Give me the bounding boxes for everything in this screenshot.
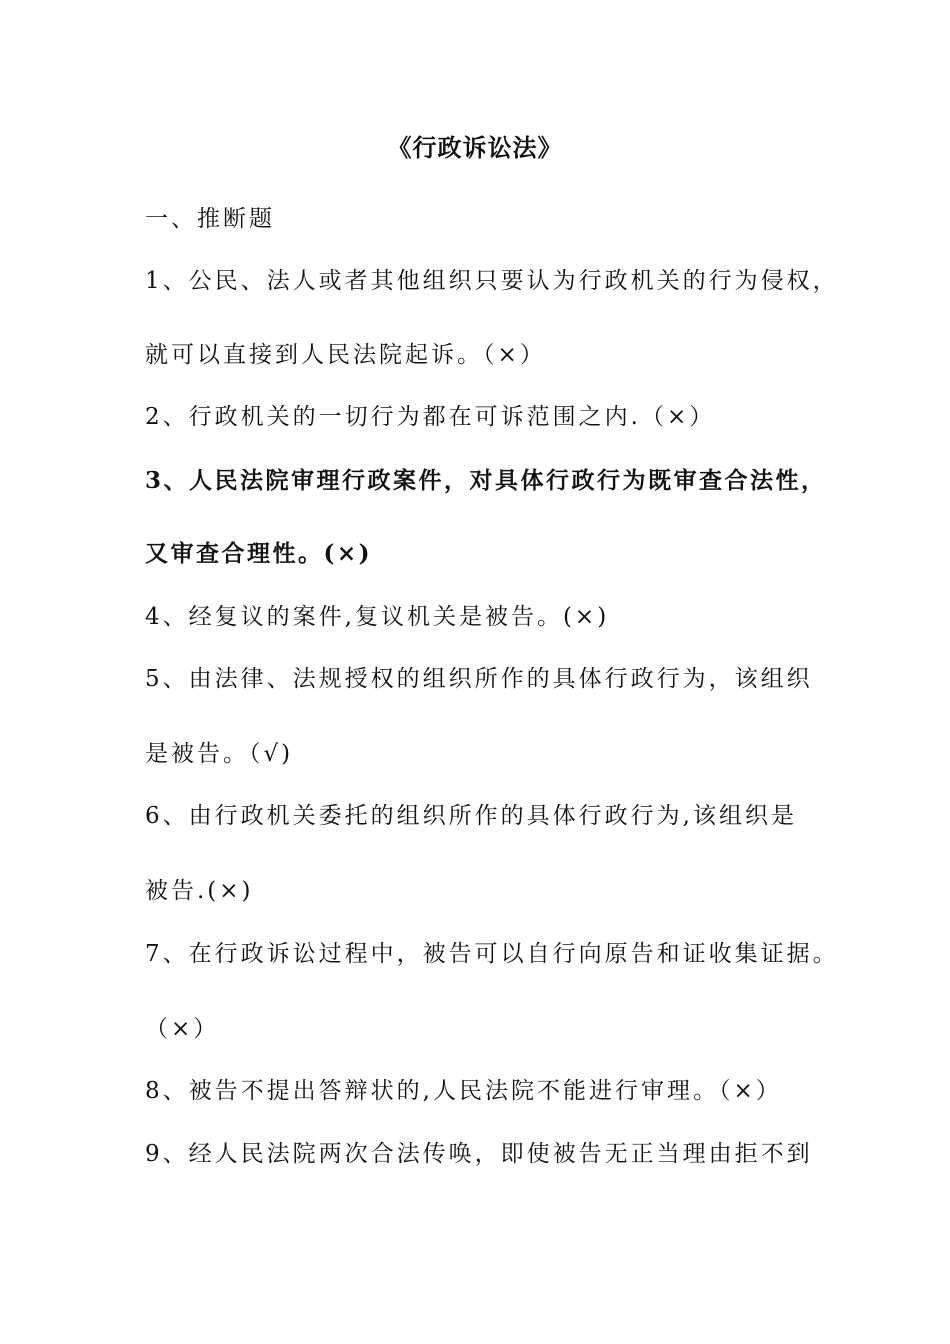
question-1-line-1: 1、公民、法人或者其他组织只要认为行政机关的行为侵权，: [145, 268, 839, 294]
question-6-line-1: 6、由行政机关委托的组织所作的具体行政行为,该组织是: [145, 803, 797, 829]
document-title: 《行政诉讼法》: [387, 133, 563, 162]
question-5-line-1: 5、由法律、法规授权的组织所作的具体行政行为，该组织: [145, 666, 813, 692]
question-4-line-1: 4、经复议的案件,复议机关是被告。(×): [145, 604, 610, 630]
question-7-line-1: 7、在行政诉讼过程中，被告可以自行向原告和证收集证据。: [145, 941, 839, 967]
question-6-line-2: 被告.(×): [145, 878, 254, 904]
question-7-line-2: （×）: [145, 1016, 220, 1042]
question-5-line-2: 是被告。（√): [145, 741, 294, 767]
question-9-line-1: 9、经人民法院两次合法传唤，即使被告无正当理由拒不到: [145, 1141, 813, 1167]
question-3-line-2: 又审查合理性。(×): [145, 540, 373, 567]
section-heading: 一、推断题: [145, 206, 275, 232]
question-2-line-1: 2、行政机关的一切行为都在可诉范围之内.（×）: [145, 404, 716, 430]
question-3-line-1: 3、人民法院审理行政案件，对具体行政行为既审查合法性，: [145, 467, 827, 494]
question-1-line-2: 就可以直接到人民法院起诉。（×）: [145, 342, 546, 368]
question-8-line-1: 8、被告不提出答辩状的,人民法院不能进行审理。（×）: [145, 1078, 782, 1104]
